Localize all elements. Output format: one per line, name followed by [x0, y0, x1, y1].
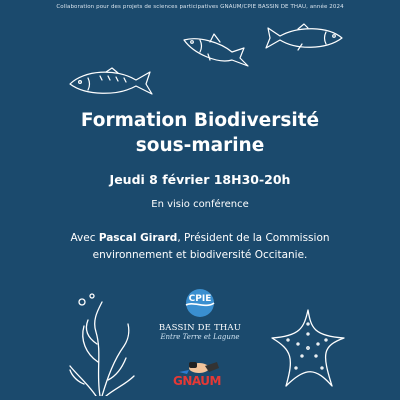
- bassin-de-thau-logo: [150, 288, 250, 341]
- speaker-prefix: Avec: [70, 232, 99, 244]
- fish-icon: [180, 30, 250, 70]
- bassin-name: BASSIN DE THAU: [158, 323, 242, 333]
- bassin-tagline: Entre Terre et Lagune: [160, 333, 240, 341]
- starfish-icon: [268, 306, 348, 390]
- cpie-mark-text: CPIE: [188, 294, 212, 304]
- seaweed-icon: [62, 292, 142, 396]
- speaker-description: , Président de la Commission environnement et biodiversité Occitanie.: [92, 232, 330, 261]
- event-date: Jeudi 8 février 18H30-20h: [109, 172, 291, 187]
- fish-icon: [66, 64, 154, 100]
- collaboration-note: Collaboration pour des projets de sciences participatives GNAUM/CPIE BASSIN DE THAU, année 2024: [56, 4, 344, 10]
- gnaum-logo: [165, 360, 235, 396]
- speaker-name: Pascal Girard: [98, 232, 178, 244]
- event-title-line2: sous-marine: [135, 135, 265, 156]
- fish-icon: [262, 22, 346, 54]
- cpie-logo-mark: [183, 288, 217, 318]
- gnaum-wordmark: GNAUM: [173, 374, 221, 388]
- speaker-block: [40, 230, 360, 264]
- event-title: [0, 108, 400, 158]
- event-format: En visio conférence: [151, 199, 249, 210]
- event-title-line1: Formation Biodiversité: [80, 110, 320, 131]
